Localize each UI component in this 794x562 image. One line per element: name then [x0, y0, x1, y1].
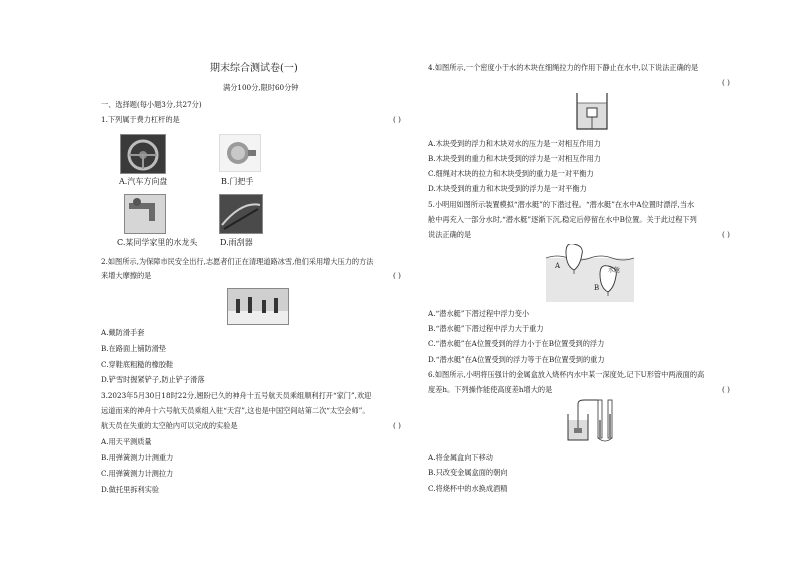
q1-stem: 1.下列属于费力杠杆的是	[101, 115, 180, 124]
q3-stem-line1: 3.2023年5月30日18时22分,翘盼已久的神舟十五号航天员乘组顺利打开“家门”,欢迎	[101, 391, 372, 400]
q4-option-c: C.细绳对木块的拉力和木块受到的重力是一对平衡力	[428, 169, 594, 178]
q6-answer-paren: ( )	[722, 385, 730, 394]
exam-title: 期末综合测试卷(一)	[210, 63, 298, 74]
q2-option-a: A.戴防滑手套	[101, 328, 145, 337]
q6-option-c: C.将烧杯中的水换成酒精	[428, 484, 508, 493]
q6-option-b: B.只改变金属盒面的朝向	[428, 468, 508, 477]
q6-stem-line1: 6.如图所示,小明将压强计的金属盒放入烧杯内水中某一深度处,记下U形管中两液面的高	[428, 370, 705, 379]
q1-option-c: C.某同学家里的水龙头	[117, 238, 198, 247]
q2-option-c: C.穿鞋底粗糙的橡胶鞋	[101, 360, 174, 369]
section-heading: 一、选择题(每小题3分,共27分)	[101, 100, 202, 109]
q1-answer-paren: ( )	[393, 115, 401, 124]
q3-option-b: B.用弹簧测力计测重力	[101, 453, 174, 462]
q5-option-d: D.“潜水艇”在A位置受到的浮力等于在B位置受到的重力	[428, 355, 605, 364]
q5-option-b: B.“潜水艇”下潜过程中浮力大于重力	[428, 324, 544, 333]
q3-stem-line3: 航天员在失重的太空舱内可以完成的实验是	[101, 421, 238, 430]
q3-option-a: A.用天平测质量	[101, 437, 152, 446]
q5-stem-line2: 舱中再充入一部分水时,“潜水艇”逐渐下沉,稳定后停留在水中B位置。关于此过程下列	[428, 215, 697, 224]
q5-label-a: A	[555, 262, 561, 270]
q5-figure-submarine	[546, 244, 634, 302]
q1-image-door-knob	[219, 134, 261, 172]
q4-option-d: D.木块受到的重力和木块受到的浮力是一对平衡力	[428, 184, 587, 193]
q6-option-a: A.将金属盒向下移动	[428, 453, 493, 462]
q5-label-tank: 水舱	[608, 267, 621, 274]
q4-answer-paren: ( )	[722, 78, 730, 87]
q5-answer-paren: ( )	[722, 230, 730, 239]
q1-image-wiper	[219, 194, 263, 234]
q1-option-d: D.雨刮器	[220, 238, 253, 247]
q2-answer-paren: ( )	[393, 271, 401, 280]
q1-image-faucet	[124, 194, 166, 234]
q5-option-c: C.“潜水艇”在A位置受到的浮力小于在B位置受到的浮力	[428, 339, 605, 348]
q3-answer-paren: ( )	[393, 421, 401, 430]
q3-option-d: D.做托里拆利实验	[101, 485, 160, 494]
q1-image-steering-wheel	[120, 134, 166, 174]
q2-stem-line1: 2.如图所示,为保障市民安全出行,志愿者们正在清理道路冰雪,他们采用增大压力的方法	[101, 257, 374, 266]
q5-option-a: A.“潜水艇”下潜过程中浮力变小	[428, 309, 530, 318]
q1-option-a: A.汽车方向盘	[119, 177, 168, 186]
q5-label-b: B	[594, 284, 600, 292]
q6-stem-line2: 度差h。下列操作能使高度差h增大的是	[428, 385, 553, 394]
q2-image-snow-clearing	[227, 288, 289, 325]
q4-stem: 4.如图所示,一个密度小于水的木块在细绳拉力的作用下静止在水中,以下说法正确的是	[428, 63, 699, 72]
q4-option-a: A.木块受到的浮力和木块对水的压力是一对相互作用力	[428, 139, 601, 148]
q1-option-b: B.门把手	[221, 177, 254, 186]
exam-subtitle: 满分100分,限时60分钟	[223, 83, 299, 92]
q4-option-b: B.木块受到的重力和木块受到的浮力是一对相互作用力	[428, 154, 601, 163]
q6-figure-pressure-gauge	[564, 398, 616, 442]
q3-option-c: C.用弹簧测力计测拉力	[101, 469, 174, 478]
q3-stem-line2: 远道而来的神舟十六号航天员乘组入驻“天宫”,这也是中国空间站第二次“太空会师”。	[101, 406, 370, 415]
q4-figure-beaker	[574, 91, 610, 131]
q2-option-b: B.在路面上铺防滑垫	[101, 344, 167, 353]
q5-stem-line1: 5.小明用如图所示装置模拟“潜水艇”的下潜过程。“潜水艇”在水中A位置时漂浮,当水	[428, 200, 695, 209]
q2-stem-line2: 来增大摩擦的是	[101, 271, 152, 280]
q2-option-d: D.铲雪时握紧铲子,防止铲子滑落	[101, 375, 205, 384]
q5-stem-line3: 说法正确的是	[428, 230, 472, 239]
